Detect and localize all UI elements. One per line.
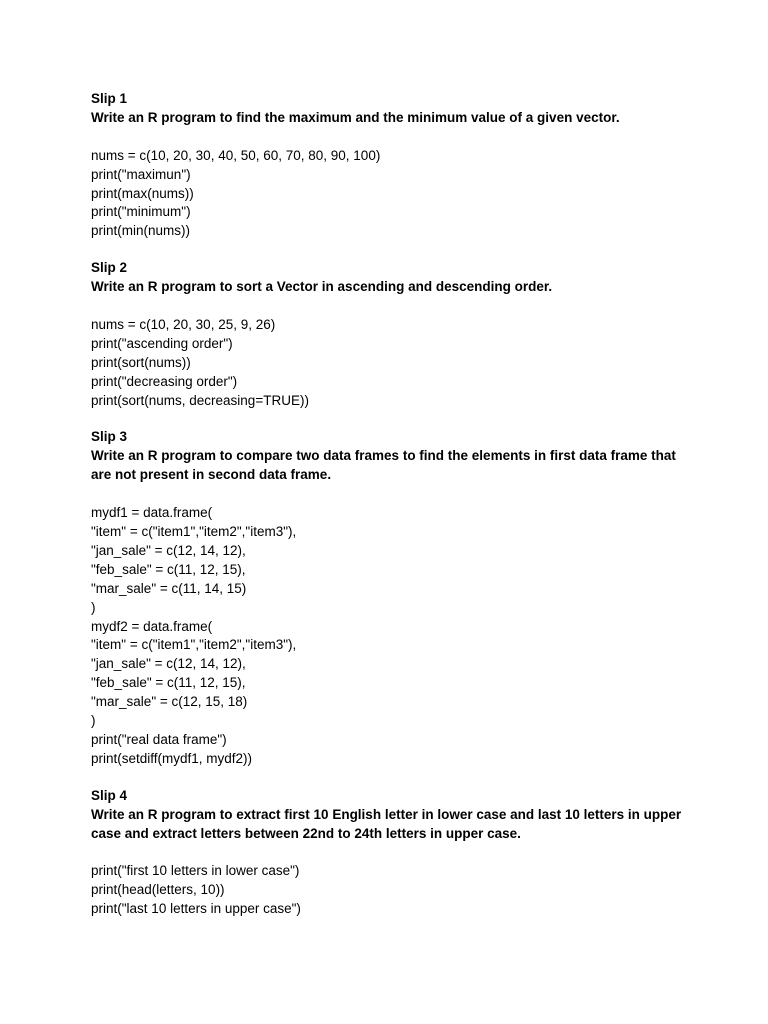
code-line: print(setdiff(mydf1, mydf2)) xyxy=(91,750,253,766)
code-line: print("first 10 letters in lower case") xyxy=(91,863,300,879)
code-line: print("real data frame") xyxy=(91,731,227,747)
code-line: mydf2 = data.frame( xyxy=(91,618,213,634)
slip-1 xyxy=(91,90,691,241)
code-block xyxy=(91,504,691,769)
code-line: nums = c(10, 20, 30, 25, 9, 26) xyxy=(91,316,276,332)
document-page xyxy=(91,90,691,937)
slip-3 xyxy=(91,428,691,768)
code-line: print(head(letters, 10)) xyxy=(91,882,225,898)
code-line: ) xyxy=(91,713,96,729)
code-line: "mar_sale" = c(11, 14, 15) xyxy=(91,580,247,596)
code-line: "jan_sale" = c(12, 14, 12), xyxy=(91,656,246,672)
code-line: print(min(nums)) xyxy=(91,223,191,239)
code-line: print(sort(nums, decreasing=TRUE)) xyxy=(91,392,309,408)
code-line: "item" = c("item1","item2","item3"), xyxy=(91,523,297,539)
code-line: print(sort(nums)) xyxy=(91,354,191,370)
code-block xyxy=(91,316,691,411)
code-block xyxy=(91,147,691,242)
code-line: print("last 10 letters in upper case") xyxy=(91,901,301,917)
code-line: "jan_sale" = c(12, 14, 12), xyxy=(91,542,246,558)
slip-2 xyxy=(91,259,691,410)
code-line: print(max(nums)) xyxy=(91,185,194,201)
slip-question: Write an R program to extract first 10 English letter in lower case and last 10 letters in upper case and extract letters between 22nd to 24th letters in upper case. xyxy=(91,806,682,841)
code-block xyxy=(91,862,691,919)
code-line: print("decreasing order") xyxy=(91,373,238,389)
code-line: print("maximun") xyxy=(91,166,191,182)
slip-title: Slip 3 xyxy=(91,429,128,445)
code-line: print("ascending order") xyxy=(91,335,233,351)
code-line: "feb_sale" = c(11, 12, 15), xyxy=(91,561,246,577)
slip-4 xyxy=(91,787,691,919)
code-line: nums = c(10, 20, 30, 40, 50, 60, 70, 80, 90, 100) xyxy=(91,147,381,163)
slip-title: Slip 1 xyxy=(91,91,128,106)
code-line: "mar_sale" = c(12, 15, 18) xyxy=(91,694,248,710)
code-line: print("minimum") xyxy=(91,204,191,220)
code-line: mydf1 = data.frame( xyxy=(91,505,213,521)
code-line: ) xyxy=(91,599,96,615)
slip-question: Write an R program to sort a Vector in ascending and descending order. xyxy=(91,279,553,295)
slip-title: Slip 4 xyxy=(91,787,128,803)
slip-question: Write an R program to find the maximum and the minimum value of a given vector. xyxy=(91,109,620,125)
code-line: "item" = c("item1","item2","item3"), xyxy=(91,637,297,653)
code-line: "feb_sale" = c(11, 12, 15), xyxy=(91,675,246,691)
slip-title: Slip 2 xyxy=(91,260,128,276)
slip-question: Write an R program to compare two data frames to find the elements in first data frame that are not present in second data frame. xyxy=(91,448,676,483)
